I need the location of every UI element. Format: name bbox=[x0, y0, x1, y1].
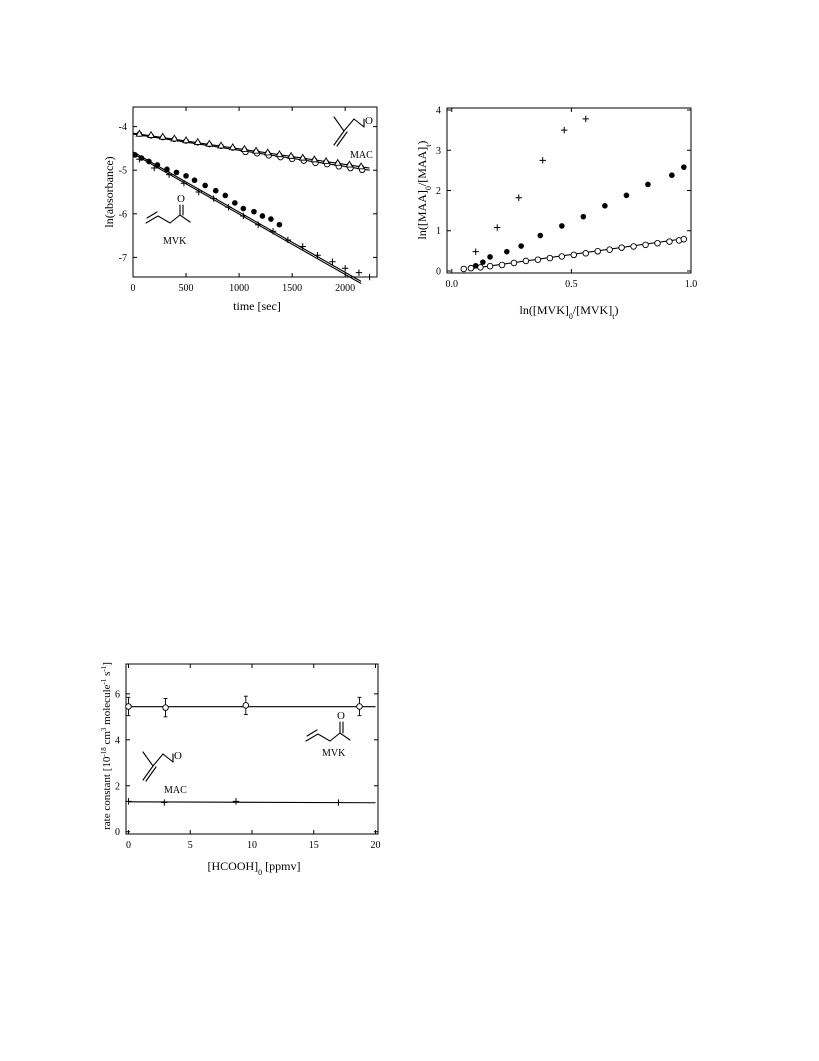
data-point-plus bbox=[233, 798, 239, 804]
data-point-open-circle bbox=[357, 704, 363, 710]
mvk-label: MVK bbox=[322, 748, 346, 759]
x-tick-label: 0.0 bbox=[445, 279, 459, 290]
svg-text:O: O bbox=[177, 193, 185, 205]
mac-label: MAC bbox=[350, 150, 373, 161]
x-tick-label: 10 bbox=[247, 840, 257, 851]
svg-text:O: O bbox=[174, 750, 182, 762]
svg-text:O: O bbox=[337, 710, 345, 722]
svg-text:O: O bbox=[365, 115, 373, 127]
y-tick-label: 2 bbox=[115, 781, 120, 793]
y-axis-label: ln(absorbance) bbox=[102, 156, 116, 228]
data-point-plus bbox=[161, 799, 167, 805]
mvk-structure bbox=[306, 710, 350, 741]
y-tick-label: -4 bbox=[118, 122, 127, 134]
x-tick-label: 2000 bbox=[335, 283, 356, 294]
x-tick-label: 1.0 bbox=[684, 279, 698, 290]
data-point-plus bbox=[335, 799, 341, 805]
y-tick-label: 4 bbox=[115, 735, 120, 747]
data-point-open-circle bbox=[126, 704, 132, 710]
y-tick-label: 2 bbox=[436, 186, 441, 197]
x-tick-label: 15 bbox=[308, 840, 319, 851]
y-tick-label: -5 bbox=[118, 165, 127, 177]
y-tick-label: 6 bbox=[115, 689, 120, 701]
data-point-open-circle bbox=[243, 703, 249, 709]
mvk-label: MVK bbox=[163, 236, 187, 247]
x-tick-label: 0.5 bbox=[565, 279, 578, 290]
x-tick-label: 1000 bbox=[229, 283, 250, 294]
mac-label: MAC bbox=[164, 785, 187, 796]
x-axis-label: $[HCOOH]_0$ [ppmv] bbox=[207, 859, 301, 877]
y-tick-label: 3 bbox=[436, 145, 441, 157]
x-tick-label: 0 bbox=[130, 283, 136, 294]
y-tick-label: 4 bbox=[436, 105, 441, 117]
y-tick-label: 1 bbox=[436, 226, 441, 238]
y-tick-label: 0 bbox=[115, 827, 120, 839]
y-tick-label: -6 bbox=[118, 209, 127, 221]
x-tick-label: 20 bbox=[370, 840, 381, 851]
x-tick-label: 0 bbox=[125, 840, 131, 851]
y-tick-label: -7 bbox=[118, 252, 127, 264]
y-axis-label: $\ln([MAA]_0/[MAA]_t)$ bbox=[415, 140, 433, 240]
x-tick-label: 5 bbox=[187, 840, 193, 851]
x-tick-label: 500 bbox=[178, 283, 194, 294]
x-axis-label: $\ln([MVK]_0/[MVK]_t)$ bbox=[519, 303, 619, 321]
y-tick-label: 0 bbox=[436, 266, 441, 278]
x-tick-label: 1500 bbox=[282, 283, 303, 294]
y-axis-label: rate constant [$10^{-18}$ $cm^3$ molecule$^{-1}$ $s^{-1}$] bbox=[100, 662, 113, 830]
x-axis-label: time [sec] bbox=[233, 299, 281, 313]
mac-structure bbox=[143, 750, 182, 781]
data-point-open-circle bbox=[163, 705, 169, 711]
